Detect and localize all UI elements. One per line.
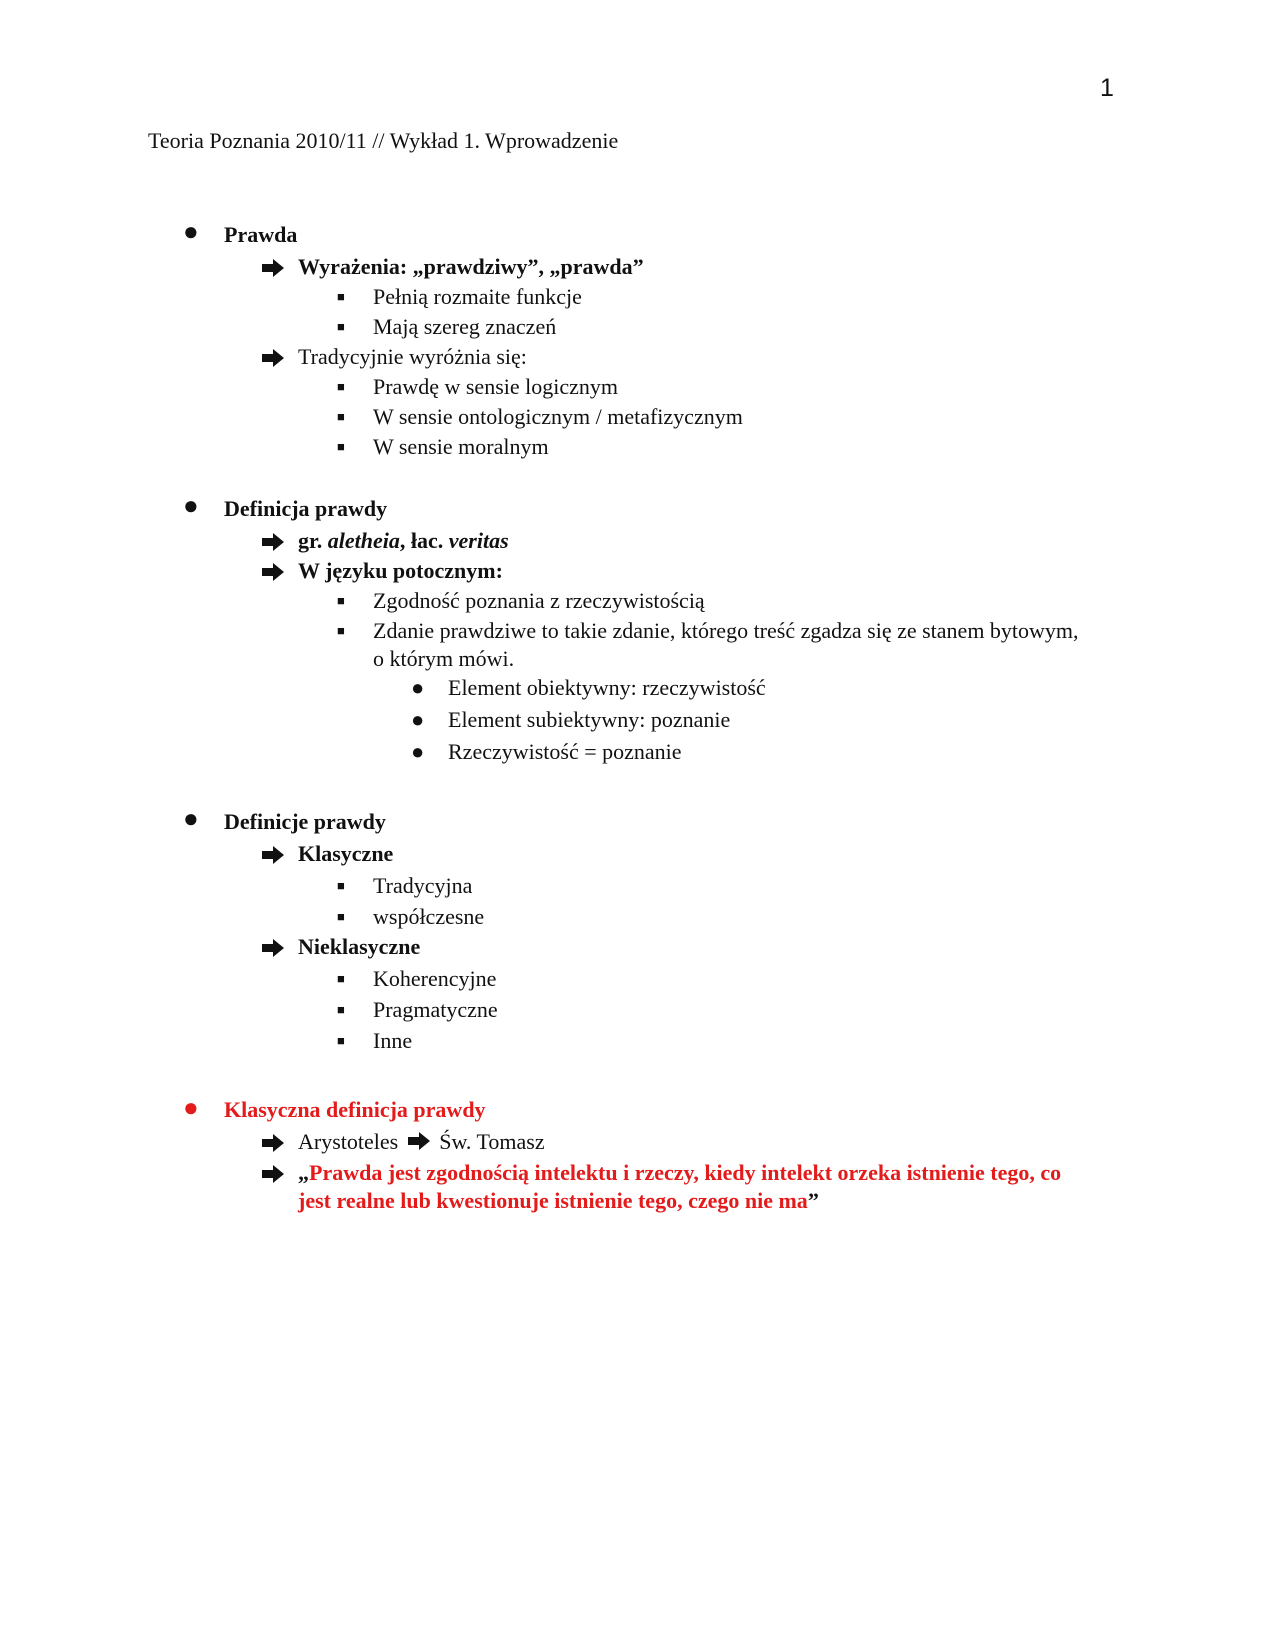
list-item: Koherencyjne xyxy=(373,966,497,991)
square-bullet-icon: ■ xyxy=(337,971,345,986)
square-bullet-icon: ■ xyxy=(337,319,345,334)
square-bullet-icon: ■ xyxy=(337,409,345,424)
square-bullet-icon: ■ xyxy=(337,593,345,608)
square-bullet-icon: ■ xyxy=(337,289,345,304)
bullet-dot-icon: ● xyxy=(411,675,425,700)
list-item: W sensie moralnym xyxy=(373,434,549,459)
arrow-right-icon xyxy=(260,531,286,553)
lineage-arystoteles: Arystoteles xyxy=(298,1129,399,1154)
term-aletheia: aletheia xyxy=(327,528,400,553)
sub-list-item: Rzeczywistość = poznanie xyxy=(448,739,682,764)
arrow-right-icon xyxy=(260,844,286,866)
quote-open-mark: „ xyxy=(298,1160,309,1185)
lineage-tomasz: Św. Tomasz xyxy=(439,1129,545,1154)
square-bullet-icon: ■ xyxy=(337,379,345,394)
arrow-right-icon xyxy=(260,347,286,369)
arrow-right-icon xyxy=(260,1132,286,1154)
list-item: Pełnią rozmaite funkcje xyxy=(373,284,582,309)
subheading-wyrazenia: Wyrażenia: „prawdziwy”, „prawda” xyxy=(298,254,644,279)
sub-list-item: Element subiektywny: poznanie xyxy=(448,707,731,732)
list-item: współczesne xyxy=(373,904,485,929)
list-item: Tradycyjna xyxy=(373,873,473,898)
section-heading-definicje: Definicje prawdy xyxy=(224,809,386,834)
subheading-nieklasyczne: Nieklasyczne xyxy=(298,934,421,959)
arrow-right-icon xyxy=(260,561,286,583)
list-item: Mają szereg znaczeń xyxy=(373,314,557,339)
list-item: W sensie ontologicznym / metafizycznym xyxy=(373,404,743,429)
lineage-row xyxy=(298,1128,545,1156)
arrow-right-icon xyxy=(260,257,286,279)
square-bullet-icon: ■ xyxy=(337,1002,345,1017)
quote-close-mark: ” xyxy=(807,1188,819,1213)
arrow-right-icon xyxy=(260,937,286,959)
list-item: Inne xyxy=(373,1028,413,1053)
sub-list-item: Element obiektywny: rzeczywistość xyxy=(448,675,766,700)
etymology-mid: , łac. xyxy=(399,528,449,553)
arrow-right-icon xyxy=(406,1130,432,1152)
list-item: Pragmatyczne xyxy=(373,997,498,1022)
quote-definition xyxy=(298,1159,1088,1215)
bullet-dot-icon: ● xyxy=(183,491,199,520)
section-heading-prawda: Prawda xyxy=(224,222,298,247)
square-bullet-icon: ■ xyxy=(337,439,345,454)
square-bullet-icon: ■ xyxy=(337,909,345,924)
square-bullet-icon: ■ xyxy=(337,1033,345,1048)
square-bullet-icon: ■ xyxy=(337,623,345,638)
subheading-etymology xyxy=(298,527,509,555)
arrow-right-icon xyxy=(260,1163,286,1185)
list-item: Zdanie prawdziwe to takie zdanie, którego treść zgadza się ze stanem bytowym, o którym mówi. xyxy=(373,618,1079,671)
subheading-tradycyjnie: Tradycyjnie wyróżnia się: xyxy=(298,344,527,369)
bullet-dot-icon: ● xyxy=(183,1093,199,1122)
document-title: Teoria Poznania 2010/11 // Wykład 1. Wprowadzenie xyxy=(148,128,619,153)
bullet-dot-icon: ● xyxy=(411,739,425,764)
quote-text: Prawda jest zgodnością intelektu i rzeczy, kiedy intelekt orzeka istnienie tego, co jest realne lub kwestionuje istnienie tego, czego nie ma xyxy=(298,1160,1062,1213)
etymology-prefix: gr. xyxy=(298,528,328,553)
subheading-klasyczne: Klasyczne xyxy=(298,841,394,866)
bullet-dot-icon: ● xyxy=(183,804,199,833)
section-heading-klasyczna: Klasyczna definicja prawdy xyxy=(224,1097,486,1122)
page-number: 1 xyxy=(1100,74,1114,102)
bullet-dot-icon: ● xyxy=(411,707,425,732)
section-heading-definicja: Definicja prawdy xyxy=(224,496,388,521)
term-veritas: veritas xyxy=(448,528,509,553)
square-bullet-icon: ■ xyxy=(337,878,345,893)
list-item: Zgodność poznania z rzeczywistością xyxy=(373,588,705,613)
subheading-jezyk-potoczny: W języku potocznym: xyxy=(298,558,503,583)
bullet-dot-icon: ● xyxy=(183,217,199,246)
list-item: Prawdę w sensie logicznym xyxy=(373,374,618,399)
